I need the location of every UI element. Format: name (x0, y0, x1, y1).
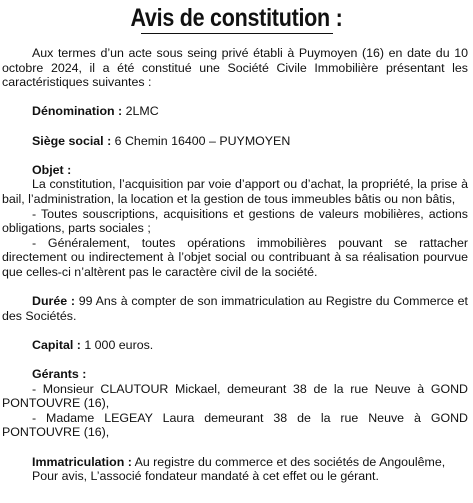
immatriculation-line (2, 455, 468, 470)
notice-body (2, 46, 468, 484)
objet-line-1: La constitution, l’acquisition par voie d’apport ou d’achat, la propriété, la prise à bail, l’administration, la location et la gestion de tous immeubles bâtis ou non bâtis, (2, 177, 468, 206)
gerants-label-line (2, 367, 468, 382)
objet-line-3: - Généralement, toutes opérations immobilières pouvant se rattacher directement ou indirectement à l’objet social ou contribuant à sa réalisation pourvue que celles-ci n’altèrent pas le caractère civil de la société. (2, 235, 468, 279)
gerants-label: Gérants : (32, 367, 87, 382)
intro-paragraph: Aux termes d’un acte sous seing privé établi à Puymoyen (16) en date du 10 octobre 2024, il a été constitué une Société Civile Immobilière présentant les caractéristiques suivantes : (2, 46, 468, 90)
gerant-line-1: - Monsieur CLAUTOUR Mickael, demeurant 38 de la rue Neuve à GOND PONTOUVRE (16), (2, 381, 468, 411)
immatriculation-value: Au registre du commerce et des sociétés de Angoulême, (131, 454, 446, 469)
capital-line (2, 338, 468, 353)
siege-line (2, 134, 468, 149)
duree-value: 99 Ans à compter de son immatriculation au Registre du Commerce et des Sociétés. (2, 294, 468, 323)
siege-label: Siège social : (32, 133, 112, 148)
gerant-line-2: - Madame LEGEAY Laura demeurant 38 de la rue Neuve à GOND PONTOUVRE (16), (2, 410, 468, 440)
denomination-value: 2LMC (122, 104, 159, 119)
objet-label: Objet : (32, 162, 72, 177)
notice-title: Avis de constitution : (130, 4, 343, 32)
siege-value: 6 Chemin 16400 – PUYMOYEN (111, 133, 291, 148)
denomination-label: Dénomination : (32, 104, 123, 119)
immatriculation-label: Immatriculation : (32, 454, 132, 469)
capital-label: Capital : (32, 337, 81, 352)
objet-line-2: - Toutes souscriptions, acquisitions et gestions de valeurs mobilières, actions obligations, parts sociales ; (2, 206, 468, 236)
objet-label-line (2, 163, 468, 178)
title-underline (141, 33, 333, 34)
duree-label: Durée : (32, 294, 76, 309)
duree-line (2, 294, 468, 323)
denomination-line (2, 104, 468, 119)
capital-value: 1 000 euros. (80, 337, 154, 352)
closing-line: Pour avis, L’associé fondateur mandaté à cet effet ou le gérant. (32, 469, 379, 484)
